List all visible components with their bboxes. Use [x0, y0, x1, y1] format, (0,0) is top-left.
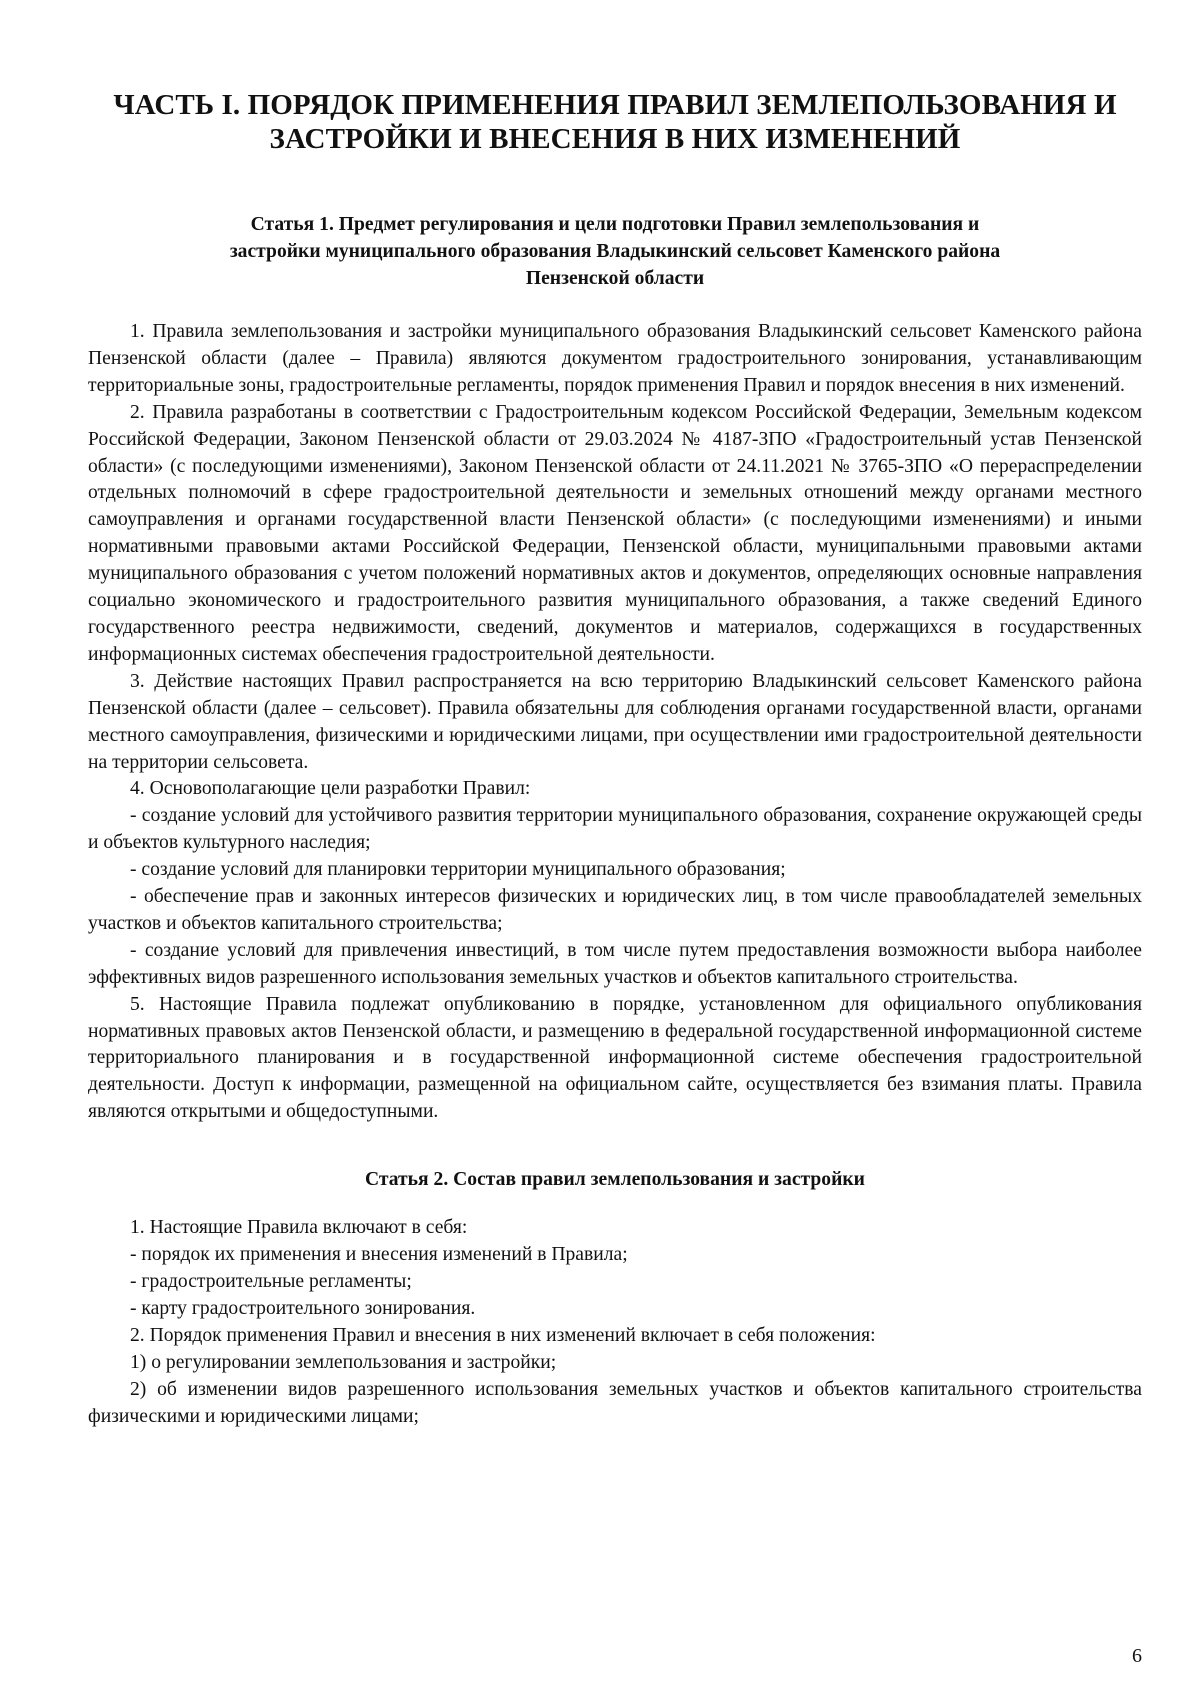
article-1-paragraph-1: 1. Правила землепользования и застройки муниципального образования Владыкинский сельсовет Каменского района Пензенской области (далее – Правила) являются документом градостроительного зонирования, устанавливающим территориальные зоны, градостроительные регламенты, порядок применения Правил и порядок внесения в них изменений.: [88, 321, 1142, 396]
article-1-title: [88, 211, 1142, 292]
article-1-title-line-2: застройки муниципального образования Владыкинский сельсовет Каменского района: [229, 241, 1001, 262]
article-1-paragraph-4: 4. Основополагающие цели разработки Правил:: [130, 778, 531, 800]
article-1-goal-2: - создание условий для планировки территории муниципального образования;: [130, 859, 786, 881]
article-2-item-1: - порядок их применения и внесения изменений в Правила;: [130, 1244, 628, 1266]
article-2-paragraph-2: 2. Порядок применения Правил и внесения в них изменений включает в себя положения:: [130, 1324, 876, 1346]
page-number: 6: [1132, 1645, 1142, 1667]
article-1-paragraph-3: 3. Действие настоящих Правил распространяется на всю территорию Владыкинский сельсовет Каменского района Пензенской области (далее – сельсовет). Правила обязательны для соблюдения органами государственной власти, органами местного самоуправления, физическими и юридическими лицами, при осуществлении ими градостроительной деятельности на территории сельсовета.: [88, 670, 1142, 773]
article-1-goal-1: - создание условий для устойчивого развития территории муниципального образования, сохранение окружающей среды и объектов культурного наследия;: [88, 805, 1142, 854]
article-1-title-line-3: Пензенской области: [525, 268, 705, 289]
article-1-title-line-1: Статья 1. Предмет регулирования и цели подготовки Правил землепользования и: [250, 214, 980, 235]
part-title: [88, 88, 1142, 156]
article-2-paragraph-1: 1. Настоящие Правила включают в себя:: [130, 1217, 468, 1239]
article-1-body: [88, 319, 1142, 1126]
article-2-body: [88, 1215, 1142, 1430]
article-1-paragraph-2: 2. Правила разработаны в соответствии с Градостроительным кодексом Российской Федерации, Земельным кодексом Российской Федерации, Законом Пензенской области от 29.03.2024 № 4187-ЗПО «Градостроительный устав Пензенской области» (с последующими изменениями), Законом Пензенской области от 24.11.2021 № 3765-ЗПО «О перераспределении отдельных полномочий в сфере градостроительной деятельности и земельных отношений между органами местного самоуправления и органами государственной власти Пензенской области» (с последующими изменениями) и иными нормативными правовыми актами Российской Федерации, Пензенской области, муниципальными правовыми актами муниципального образования с учетом положений нормативных актов и документов, определяющих основные направления социально экономического и градостроительного развития муниципального образования, а также сведений Единого государственного реестра недвижимости, сведений, документов и материалов, содержащихся в государственных информационных системах обеспечения градостроительной деятельности.: [88, 401, 1142, 665]
article-2-item-2: - градостроительные регламенты;: [130, 1271, 412, 1292]
part-title-line-1: ЧАСТЬ I. ПОРЯДОК ПРИМЕНЕНИЯ ПРАВИЛ ЗЕМЛЕПОЛЬЗОВАНИЯ И: [113, 89, 1117, 121]
article-2-item-3: - карту градостроительного зонирования.: [130, 1297, 476, 1319]
article-1-paragraph-5: 5. Настоящие Правила подлежат опубликованию в порядке, установленном для официального опубликования нормативных правовых актов Пензенской области, и размещению в федеральной государственной информационной системе территориального планирования и в государственной информационной системе обеспечения градостроительной деятельности. Доступ к информации, размещенной на официальном сайте, осуществляется без взимания платы. Правила являются открытыми и общедоступными.: [88, 993, 1142, 1123]
article-1-goal-4: - создание условий для привлечения инвестиций, в том числе путем предоставления возможности выбора наиболее эффективных видов разрешенного использования земельных участков и объектов капитального строительства.: [88, 939, 1142, 988]
article-2-subitem-2: 2) об изменении видов разрешенного использования земельных участков и объектов капитального строительства физическими и юридическими лицами;: [88, 1378, 1142, 1427]
article-2-title: Статья 2. Состав правил землепользования и застройки: [365, 1169, 865, 1191]
part-title-line-2: ЗАСТРОЙКИ И ВНЕСЕНИЯ В НИХ ИЗМЕНЕНИЙ: [269, 123, 961, 155]
article-1-goal-3: - обеспечение прав и законных интересов физических и юридических лиц, в том числе правообладателей земельных участков и объектов капитального строительства;: [88, 886, 1142, 934]
article-2-subitem-1: 1) о регулировании землепользования и застройки;: [130, 1351, 557, 1373]
